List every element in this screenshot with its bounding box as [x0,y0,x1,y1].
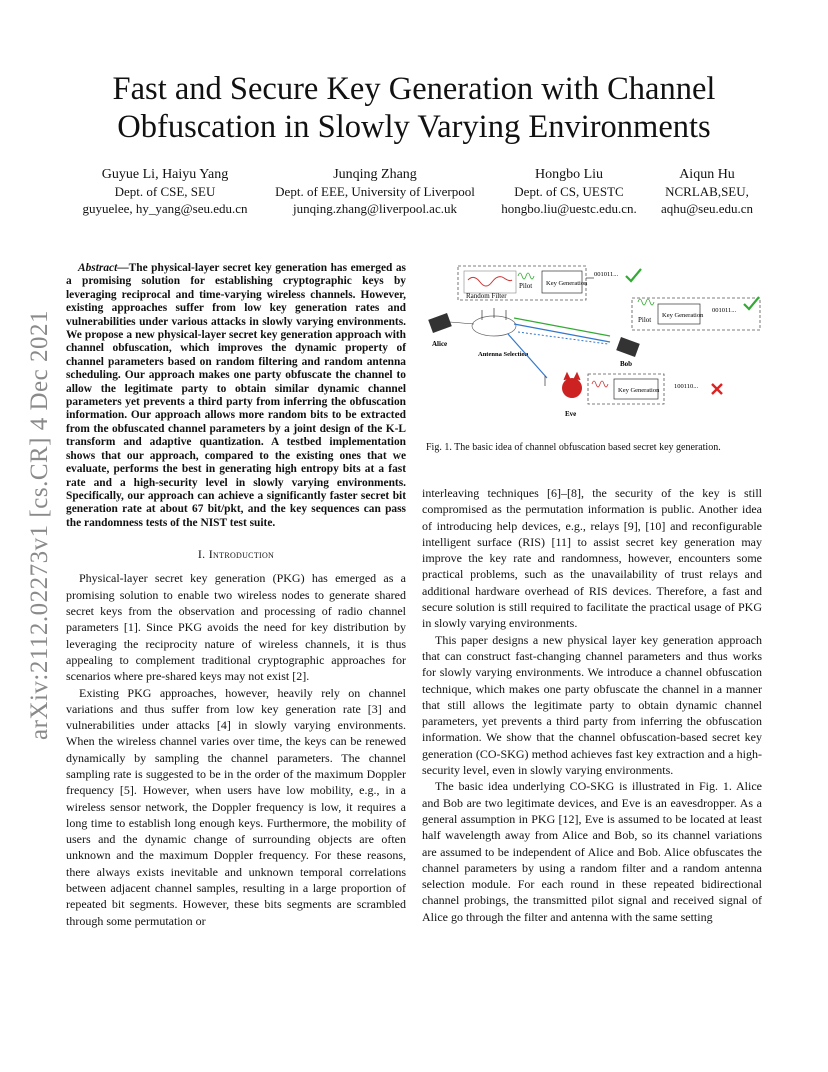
abstract-label: Abstract [78,262,118,274]
author-block [0,166,828,226]
author-affiliation: Dept. of EEE, University of Liverpool [275,184,475,199]
author-affiliation: Dept. of CS, UESTC [514,184,624,199]
label-bob: Bob [620,360,633,368]
bits-alice: 001011... [594,271,619,278]
author-2 [275,166,475,217]
label-key-gen-alice: Key Generation [546,280,588,287]
bits-eve: 100110... [674,383,699,390]
check-icon [744,297,759,309]
paper-title: Fast and Secure Key Generation with Channel Obfuscation in Slowly Varying Environments [112,71,716,145]
paragraph: Physical-layer secret key generation (PKG) has emerged as a promising solution to enable two wireless nodes to generate shared secret keys from the observation and processing of radio channel parameters [1]. Since PKG avoids the need for key distribution by leveraging the reciprocity nature of wireless channels, it is thus appealing to complement traditional cryptographic approaches for scenarios where pre-shared keys may not exist [2]. [66,571,406,684]
author-3 [501,166,636,217]
author-affiliation: NCRLAB,SEU, [665,184,749,199]
laptop-icon-bob [616,337,640,357]
author-email: hongbo.liu@uestc.edu.cn. [501,201,637,216]
cross-icon [712,384,722,394]
arxiv-id-text: arXiv:2112.02273v1 [cs.CR] 4 Dec 2021 [26,309,53,741]
arrow-dashed [518,332,608,344]
author-affiliation: Dept. of CSE, SEU [114,184,216,199]
pilot-wave [518,273,534,279]
paragraph: The basic idea underlying CO-SKG is illustrated in Fig. 1. Alice and Bob are two legitimate devices, and Eve is an eavesdropper. As a general assumption in PKG [12], Eve is assumed to be located at least half wavelength away from Alice and Bob, so its channel variations are assumed to be independent of Alice and Bob. Alice obfuscates the channel parameters by using a random filter and a random antenna selection module. For each round in these repeated bidirectional channel probings, the transmitted pilot signal and received signal of Alice go through the filter and antenna with the same setting [422,779,762,924]
figure-1-diagram [422,258,767,433]
abstract-text: —The physical-layer secret key generation has emerged as a promising solution for establishing cryptographic keys by leveraging reciprocal and time-varying wireless channels. However, existing approaches suffer from low key generation rates and vulnerabilities under various attacks in slowly varying environments. We propose a new physical-layer secret key generation approach with channel obfuscation, which improves the dynamic property of channel parameters based on random filtering and random antenna scheduling. Our approach makes one party obfuscate the channel to allow the legitimate party to obtain similar dynamic channel parameters yet prevents a third party from inferring the obfuscation information. Our approach allows more random bits to be extracted from the obfuscated channel parameters by a joint design of the K-L transform and adaptive quantization. A testbed implementation shows that our approach, compared to the existing ones that we evaluate, performs the best in generating high entropy bits at a fast rate and a high-security level in slowly varying environments. Specifically, our approach can achieve a significantly faster secret bit generation rate at about 67 bit/pkt, and the key sequences can pass the randomness tests of the NIST test suite. [66,262,406,529]
label-eve: Eve [565,410,577,418]
left-column [66,262,406,929]
eve-icon [562,378,582,398]
author-names: Junqing Zhang [333,167,417,182]
label-pilot: Pilot [519,282,533,290]
label-antenna-selection: Antenna Selection [478,351,529,358]
filter-curve [468,277,512,286]
label-key-gen-bob: Key Generation [662,312,704,319]
antenna-array [472,316,516,336]
check-icon [626,269,641,281]
paragraph: interleaving techniques [6]–[8], the security of the key is still compromised as the permutation information is public. Another idea of introducing help devices, e.g., relays [9], [10] and reconfigurable intelligent surface (RIS) [11] to assist secret key generation may improve the key rate and randomness, however, encounters some practical problems, such as the unavailability of trust relays and additional hardware overhead of RIS devices. Therefore, a fast and secure solution is still required to facilitate the practical usage of PKG in slowly varying environments. [422,486,762,631]
label-pilot-bob: Pilot [638,316,652,324]
author-email: aqhu@seu.edu.cn [660,201,754,216]
arxiv-identifier [20,290,60,760]
paragraph: Existing PKG approaches, however, heavily rely on channel variations and thus suffer from low key generation rate [3] and vulnerabilities under attacks [4] in slowly varying environments. When the wireless channel varies over time, the keys can be renewed dynamically by sampling the channel parameters. The channel sampling rate is suggested to be in the order of the maximum Doppler frequency [5]. However, when users have low mobility, e.g., in a wireless sensor network, the Doppler frequency is low, it requires a long time to establish long enough keys. Furthermore, the mobility of users and the dynamic change of surrounding objects are often unknown and the maximum Doppler frequency. For these reasons, there always exists inevitable and unknown temporal correlations between adjacent channel samples, resulting in a large proportion of repeated bit segments. However, these bits segments are scrambled through some permutation or [66,685,406,928]
abstract [66,262,406,530]
laptop-icon-alice [428,313,452,333]
section-heading: I. Introduction [197,547,275,562]
label-alice: Alice [432,340,448,348]
author-email: junqing.zhang@liverpool.ac.uk [293,201,457,216]
author-names: Guyue Li, Haiyu Yang [101,167,229,182]
right-column [422,485,762,925]
author-4 [661,166,753,217]
label-random-filter: Random Filter [466,292,507,300]
author-1 [82,166,247,217]
random-filter-box [464,271,516,293]
bits-bob: 001011... [712,307,737,314]
author-names: Hongbo Liu [534,167,604,182]
paragraph: This paper designs a new physical layer key generation approach that can construct fast-changing channel parameters and thus works for slowly varying environments. We introduce a channel obfuscation technique, which makes one party obfuscate the channel in a manner that still allows the legitimate party to obtain dynamic channel parameters, yet prevents a third party from inferring the obfuscation information. We show that the channel obfuscation-based secret key generation (CO-SKG) method achieves fast key extraction and a high-security level, even in slowly varying environments. [422,632,762,778]
figure-caption: Fig. 1. The basic idea of channel obfuscation based secret key generation. [426,442,721,453]
author-names: Aiqun Hu [679,167,735,182]
author-email: guyuelee, hy_yang@seu.edu.cn [82,201,248,216]
label-key-gen-eve: Key Generation [618,387,660,394]
